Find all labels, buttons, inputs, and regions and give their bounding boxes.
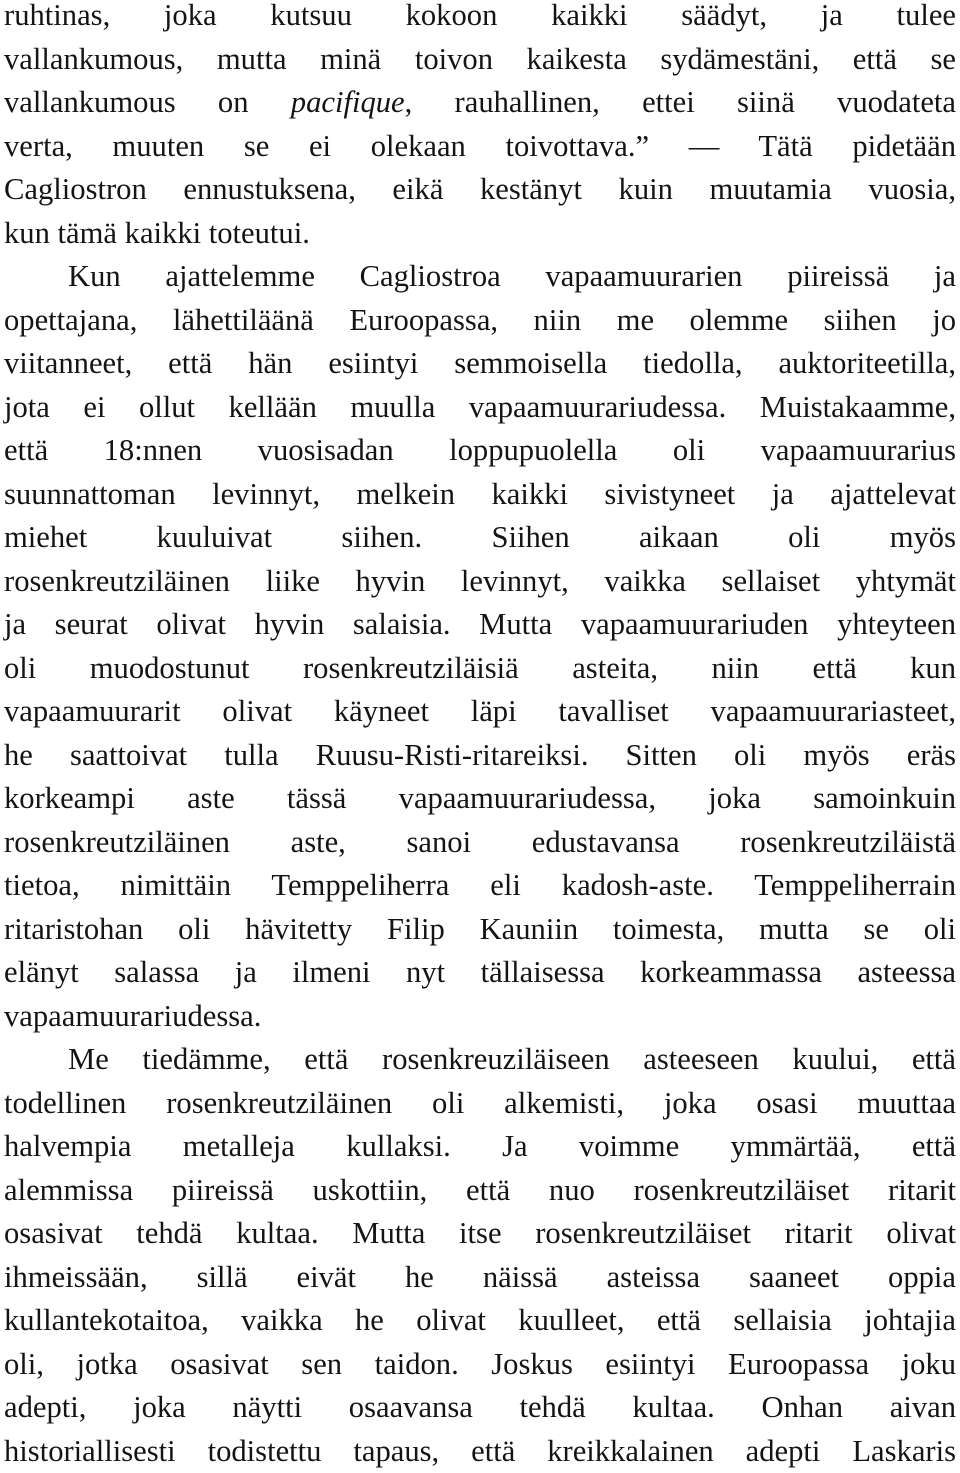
text-line: elänyt salassa ja ilmeni nyt tällaisessa korkeammassa asteessa — [4, 955, 956, 989]
text-line: tietoa, nimittäin Temppeliherra eli kadosh-aste. Temppeliherrain — [4, 868, 956, 902]
text-line: vapaamuurariudessa. — [4, 998, 262, 1033]
text-line: että 18:nnen vuosisadan loppupuolella oli vapaamuurarius — [4, 433, 956, 467]
text-line: rosenkreutziläinen liike hyvin levinnyt, vaikka sellaiset yhtymät — [4, 563, 956, 598]
text-line: ihmeissään, sillä eivät he näissä asteissa saaneet oppia — [4, 1259, 956, 1294]
paragraph-2 — [4, 255, 956, 1038]
paragraph-3 — [4, 1038, 956, 1473]
paragraph-1 — [4, 0, 956, 255]
text-line: ruhtinas, joka kutsuu kokoon kaikki säädyt, ja tulee — [4, 0, 956, 32]
text-line: kun tämä kaikki toteutui. — [4, 215, 310, 250]
text-line: todellinen rosenkreutziläinen oli alkemisti, joka osasi muuttaa — [4, 1085, 956, 1120]
text-line: jota ei ollut kellään muulla vapaamuurariudessa. Muistakaamme, — [4, 389, 956, 424]
text-segment: , rauhallinen, ettei siinä vuodateta — [404, 85, 956, 119]
text-line: he saattoivat tulla Ruusu-Risti-ritareiksi. Sitten oli myös eräs — [4, 737, 956, 772]
text-line: ritaristohan oli hävitetty Filip Kauniin toimesta, mutta se oli — [4, 911, 956, 946]
text-line: historiallisesti todistettu tapaus, että kreikkalainen adepti Laskaris — [4, 1433, 956, 1468]
text-line: ja seurat olivat hyvin salaisia. Mutta vapaamuurariuden yhteyteen — [4, 607, 956, 641]
text-line: halvempia metalleja kullaksi. Ja voimme ymmärtää, että — [4, 1129, 956, 1163]
text-line: verta, muuten se ei olekaan toivottava.” — Tätä pidetään — [4, 128, 956, 163]
text-line: oli, jotka osasivat sen taidon. Joskus esiintyi Euroopassa joku — [4, 1346, 956, 1381]
text-line: oli muodostunut rosenkreutziläisiä asteita, niin että kun — [4, 650, 956, 685]
text-segment: vallankumous on — [4, 85, 291, 119]
italic-word: pacifique — [290, 85, 405, 119]
text-line: Cagliostron ennustuksena, eikä kestänyt kuin muutamia vuosia, — [4, 172, 956, 206]
text-line: adepti, joka näytti osaavansa tehdä kultaa. Onhan aivan — [4, 1390, 956, 1424]
text-line — [4, 81, 956, 125]
text-line: viitanneet, että hän esiintyi semmoisella tiedolla, auktoriteetilla, — [4, 346, 956, 380]
text-line: vallankumous, mutta minä toivon kaikesta sydämestäni, että se — [4, 41, 956, 76]
text-line: Kun ajattelemme Cagliostroa vapaamuurarien piireissä ja — [68, 259, 956, 293]
text-line: miehet kuuluivat siihen. Siihen aikaan oli myös — [4, 520, 956, 554]
text-line: rosenkreutziläinen aste, sanoi edustavansa rosenkreutziläistä — [4, 824, 956, 859]
text-line: kullantekotaitoa, vaikka he olivat kuulleet, että sellaisia johtajia — [4, 1303, 956, 1337]
text-line: suunnattoman levinnyt, melkein kaikki sivistyneet ja ajattelevat — [4, 476, 956, 511]
text-line: vapaamuurarit olivat käyneet läpi tavalliset vapaamuurariasteet, — [4, 694, 956, 728]
text-line: korkeampi aste tässä vapaamuurariudessa, joka samoinkuin — [4, 781, 956, 815]
text-line: osasivat tehdä kultaa. Mutta itse rosenkreutziläiset ritarit olivat — [4, 1216, 956, 1250]
text-line: Me tiedämme, että rosenkreuziläiseen asteeseen kuului, että — [68, 1042, 956, 1076]
text-line: alemmissa piireissä uskottiin, että nuo rosenkreutziläiset ritarit — [4, 1172, 956, 1207]
text-line: opettajana, lähettiläänä Euroopassa, niin me olemme siihen jo — [4, 302, 956, 337]
